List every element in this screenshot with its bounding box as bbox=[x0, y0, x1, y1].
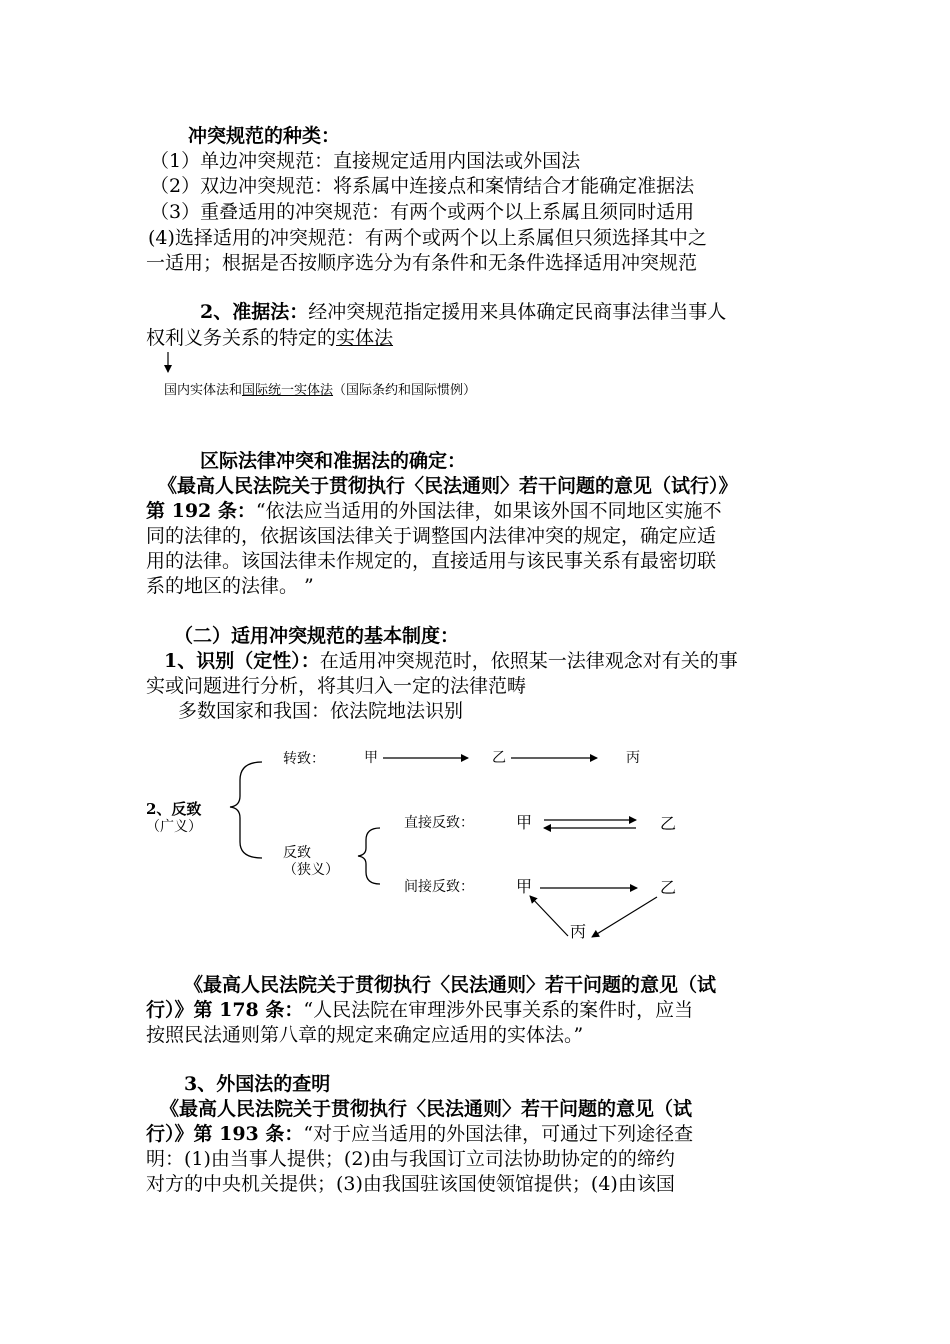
citation-line bbox=[146, 499, 722, 523]
section-heading-basic-systems: （二）适用冲突规范的基本制度： bbox=[174, 625, 460, 647]
direct-renvoi-label: 直接反致： bbox=[404, 815, 474, 831]
term-characterization: 1、识别（定性）： bbox=[164, 650, 320, 672]
definition-text: 实或问题进行分析，将其归入一定的法律范畴 bbox=[146, 675, 527, 697]
node-bing: 丙 bbox=[570, 922, 587, 941]
definition-text: 经冲突规范指定援用来具体确定民商事法律当事人 bbox=[308, 301, 727, 323]
note-underlined: 国际统一实体法 bbox=[242, 383, 334, 398]
article-text: 明：(1)由当事人提供；(2)由与我国订立司法协助协定的的缔约 bbox=[146, 1148, 675, 1170]
note-text: 国内实体法和 bbox=[164, 383, 243, 398]
section-heading-interregional: 区际法律冲突和准据法的确定： bbox=[200, 450, 467, 472]
citation-line bbox=[146, 1122, 693, 1146]
node-jia: 甲 bbox=[516, 877, 533, 896]
node-yi: 乙 bbox=[660, 814, 677, 833]
definition-text: 多数国家和我国：依法院地法识别 bbox=[178, 700, 464, 722]
citation-title: 《最高人民法院关于贯彻执行〈民法通则〉若干问题的意见（试 bbox=[160, 1098, 693, 1120]
renvoi-narrow-sub: （狭义） bbox=[283, 862, 339, 878]
renvoi-narrow-label: 反致 bbox=[283, 845, 311, 861]
list-item: （3）重叠适用的冲突规范：有两个或两个以上系属且须同时适用 bbox=[150, 201, 695, 223]
citation-title: 《最高人民法院关于贯彻执行〈民法通则〉若干问题的意见（试行）》 bbox=[158, 475, 738, 497]
renvoi-label: 2、反致 bbox=[146, 800, 202, 818]
section-heading-foreign-law: 3、外国法的查明 bbox=[184, 1073, 331, 1095]
article-number: 第 192 条： bbox=[146, 500, 256, 522]
indirect-renvoi-label: 间接反致： bbox=[404, 879, 474, 895]
transmission-label: 转致： bbox=[283, 751, 325, 767]
node-yi: 乙 bbox=[492, 750, 506, 766]
node-jia: 甲 bbox=[364, 750, 378, 766]
citation-title: 《最高人民法院关于贯彻执行〈民法通则〉若干问题的意见（试 bbox=[184, 974, 717, 996]
arrow-indirect-bing-jia bbox=[530, 896, 568, 936]
article-number: 行）》第 193 条： bbox=[146, 1123, 304, 1145]
list-item: (4)选择适用的冲突规范：有两个或两个以上系属但只须选择其中之 bbox=[148, 227, 707, 249]
section-heading-conflict-types: 冲突规范的种类： bbox=[188, 125, 341, 147]
brace-broad bbox=[230, 762, 262, 858]
list-item: （1）单边冲突规范：直接规定适用内国法或外国法 bbox=[150, 150, 581, 172]
article-text: 同的法律的，依据该国法律关于调整国内法律冲突的规定，确定应适 bbox=[146, 525, 717, 547]
node-yi: 乙 bbox=[660, 878, 677, 897]
renvoi-broad-sub: （广义） bbox=[146, 819, 202, 835]
article-text: 对方的中央机关提供；(3)由我国驻该国使领馆提供；(4)由该国 bbox=[146, 1173, 675, 1195]
article-text: “人民法院在审理涉外民事关系的案件时，应当 bbox=[303, 999, 694, 1021]
note-text: （国际条约和国际惯例） bbox=[333, 383, 477, 398]
article-text: 用的法律。该国法律未作规定的，直接适用与该民事关系有最密切联 bbox=[146, 550, 717, 572]
node-bing: 丙 bbox=[626, 750, 640, 766]
definition-text: 权利义务关系的特定的 bbox=[146, 327, 337, 349]
brace-narrow bbox=[358, 828, 380, 884]
term-applicable-law: 2、准据法： bbox=[200, 301, 309, 323]
article-number: 行）》第 178 条： bbox=[146, 999, 304, 1021]
node-jia: 甲 bbox=[516, 813, 533, 832]
article-text: 系的地区的法律。 ” bbox=[146, 575, 314, 597]
article-text: “对于应当适用的外国法律，可通过下列途径查 bbox=[303, 1123, 694, 1145]
substantive-law-term: 实体法 bbox=[336, 327, 394, 349]
list-item: 一适用；根据是否按顺序选分为有条件和无条件选择适用冲突规范 bbox=[146, 252, 698, 274]
citation-line bbox=[146, 998, 693, 1022]
substantive-law-note bbox=[164, 383, 476, 399]
definition-text: 在适用冲突规范时，依照某一法律观念对有关的事 bbox=[319, 650, 738, 672]
article-text: 按照民法通则第八章的规定来确定应适用的实体法。” bbox=[146, 1024, 584, 1046]
list-item: （2）双边冲突规范：将系属中连接点和案情结合才能确定准据法 bbox=[150, 175, 695, 197]
characterization-paragraph bbox=[164, 649, 738, 673]
arrow-indirect-yi-bing bbox=[592, 897, 657, 937]
article-text: “依法应当适用的外国法律，如果该外国不同地区实施不 bbox=[255, 500, 722, 522]
